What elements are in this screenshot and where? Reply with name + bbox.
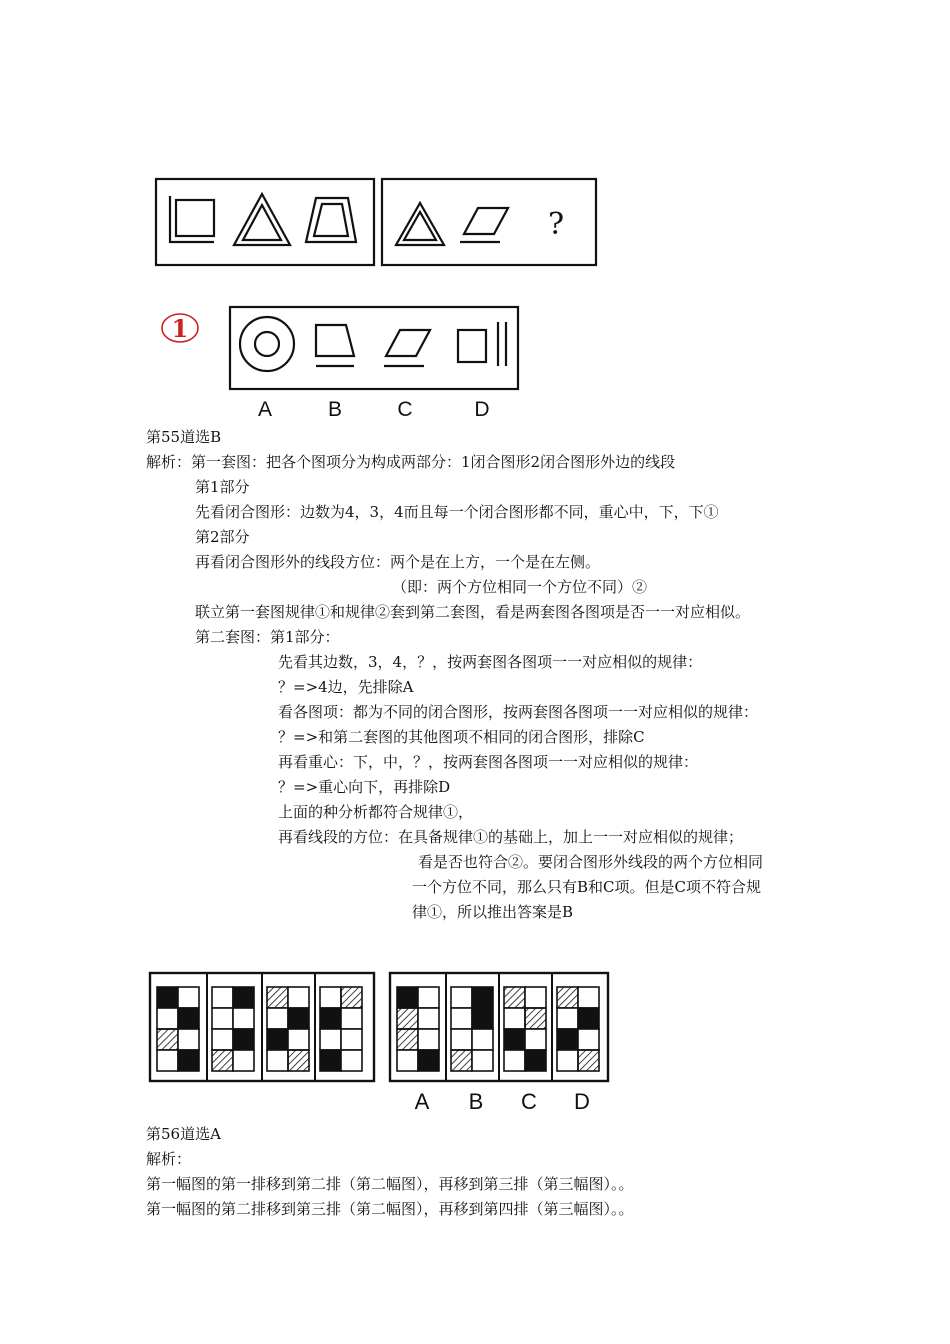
q55-analysis-line: 再看线段的方位：在具备规律①的基础上，加上一一对应相似的规律；	[278, 828, 744, 846]
grid-cell	[341, 1008, 362, 1029]
grid-cell	[578, 1029, 599, 1050]
q56-option-c-label: C	[521, 1089, 537, 1114]
grid-cell	[212, 1050, 233, 1071]
q56-answer: 第56道选A	[146, 1125, 221, 1143]
grid-cell	[472, 1008, 493, 1029]
grid-cell	[157, 1050, 178, 1071]
q55-analysis-line: 一个方位不同，那么只有B和C项。但是C项不符合规	[412, 878, 761, 896]
q55-option-b-shape	[316, 325, 354, 356]
grid-cell	[557, 987, 578, 1008]
grid-cell	[397, 987, 418, 1008]
q56-analysis-line: 第一幅图的第二排移到第三排（第二幅图），再移到第四排（第三幅图）。。	[146, 1200, 634, 1218]
grid-cell	[557, 1008, 578, 1029]
q55-options-box	[230, 307, 518, 389]
q55-option-d-label: D	[474, 398, 490, 421]
q55-analysis-line: （即：两个方位相同一个方位不同）②	[392, 578, 648, 596]
grid-cell	[288, 1008, 309, 1029]
grid-cell	[341, 1050, 362, 1071]
grid-cell	[578, 1008, 599, 1029]
q55-analysis-line: 解析：第一套图：把各个图项分为构成两部分：1闭合图形2闭合图形外边的线段	[146, 453, 676, 471]
grid-cell	[157, 987, 178, 1008]
grid-cell	[504, 1008, 525, 1029]
grid-cell	[288, 1050, 309, 1071]
grid-cell	[320, 1050, 341, 1071]
grid-cell	[320, 1008, 341, 1029]
q55-analysis-line: ？=>和第二套图的其他图项不相同的闭合图形，排除C	[278, 728, 645, 746]
grid-cell	[578, 987, 599, 1008]
q55-analysis-line: 看各图项：都为不同的闭合图形，按两套图各图项一一对应相似的规律：	[278, 703, 759, 721]
grid-cell	[320, 987, 341, 1008]
q56-option-d-label: D	[574, 1089, 590, 1114]
grid-cell	[418, 1029, 439, 1050]
grid-cell	[341, 987, 362, 1008]
q55-analysis-line: 先看闭合图形：边数为4，3，4而且每一个闭合图形都不同，重心中，下，下①	[195, 503, 719, 521]
grid-cell	[178, 987, 199, 1008]
grid-cell	[525, 987, 546, 1008]
grid-cell	[418, 1050, 439, 1071]
grid-cell	[504, 987, 525, 1008]
q55-question-mark: ?	[548, 207, 565, 242]
grid-cell	[157, 1008, 178, 1029]
grid-cell	[504, 1050, 525, 1071]
q55-analysis-line: 第2部分	[195, 528, 250, 546]
grid-cell	[212, 1008, 233, 1029]
grid-cell	[451, 987, 472, 1008]
q55-square-shape	[176, 200, 214, 236]
grid-cell	[267, 1008, 288, 1029]
grid-cell	[472, 1029, 493, 1050]
grid-cell	[233, 1050, 254, 1071]
q56-option-b-label: B	[468, 1089, 484, 1114]
q55-analysis-line: 第二套图：第1部分：	[195, 628, 340, 646]
q55-analysis-line: ？=>重心向下，再排除D	[278, 778, 451, 796]
q55-figure	[140, 170, 610, 425]
q55-marker-number: 1	[171, 314, 189, 343]
q55-triangle2-shape	[396, 203, 444, 245]
q55-analysis-line: 再看重心：下，中，？，按两套图各图项一一对应相似的规律：	[278, 753, 699, 771]
grid-cell	[157, 1029, 178, 1050]
grid-cell	[178, 1050, 199, 1071]
q55-option-a-shape	[240, 317, 294, 371]
grid-cell	[451, 1029, 472, 1050]
grid-cell	[397, 1029, 418, 1050]
grid-cell	[267, 1050, 288, 1071]
grid-cell	[472, 987, 493, 1008]
grid-cell	[578, 1050, 599, 1071]
grid-cell	[397, 1050, 418, 1071]
grid-cell	[451, 1050, 472, 1071]
q55-option-d-shape	[458, 330, 486, 362]
grid-cell	[525, 1008, 546, 1029]
q55-parallelogram-shape	[464, 208, 508, 234]
grid-cell	[233, 987, 254, 1008]
grid-cell	[341, 1029, 362, 1050]
q55-option-a-label: A	[257, 398, 273, 421]
q56-figure	[140, 965, 620, 1125]
grid-cell	[233, 1029, 254, 1050]
q55-analysis-line: 第1部分	[195, 478, 250, 496]
grid-cell	[525, 1050, 546, 1071]
q55-analysis-line: ？=>4边，先排除A	[278, 678, 414, 696]
q55-analysis-line: 联立第一套图规律①和规律②套到第二套图，看是两套图各图项是否一一对应相似。	[195, 603, 751, 621]
grid-cell	[320, 1029, 341, 1050]
q55-option-c-label: C	[397, 398, 413, 421]
grid-cell	[178, 1008, 199, 1029]
q55-option-c-shape	[386, 330, 430, 356]
grid-cell	[233, 1008, 254, 1029]
q55-answer: 第55道选B	[146, 428, 222, 446]
q55-analysis-line: 再看闭合图形外的线段方位：两个是在上方，一个是在左侧。	[195, 553, 601, 571]
q55-analysis-line: 看是否也符合②。要闭合图形外线段的两个方位相同	[418, 853, 764, 871]
grid-cell	[267, 1029, 288, 1050]
grid-cell	[557, 1050, 578, 1071]
q56-option-a-label: A	[414, 1089, 430, 1114]
q56-analysis-line: 解析：	[146, 1150, 192, 1168]
q55-set1-box	[156, 179, 374, 265]
q55-triangle-shape	[234, 194, 290, 245]
q55-analysis-line: 上面的种分析都符合规律①，	[278, 803, 474, 821]
grid-cell	[212, 1029, 233, 1050]
grid-cell	[418, 987, 439, 1008]
grid-cell	[472, 1050, 493, 1071]
grid-cell	[212, 987, 233, 1008]
grid-cell	[418, 1008, 439, 1029]
grid-cell	[557, 1029, 578, 1050]
grid-cell	[504, 1029, 525, 1050]
q55-option-b-label: B	[327, 398, 343, 421]
grid-cell	[288, 987, 309, 1008]
q55-analysis-line: 先看其边数，3，4，？，按两套图各图项一一对应相似的规律：	[278, 653, 703, 671]
q55-analysis-line: 律①，所以推出答案是B	[412, 903, 574, 921]
grid-cell	[178, 1029, 199, 1050]
grid-cell	[397, 1008, 418, 1029]
grid-cell	[267, 987, 288, 1008]
grid-cell	[288, 1029, 309, 1050]
q56-analysis-line: 第一幅图的第一排移到第二排（第二幅图），再移到第三排（第三幅图）。。	[146, 1175, 634, 1193]
q56-grids	[157, 973, 599, 1081]
grid-cell	[525, 1029, 546, 1050]
grid-cell	[451, 1008, 472, 1029]
